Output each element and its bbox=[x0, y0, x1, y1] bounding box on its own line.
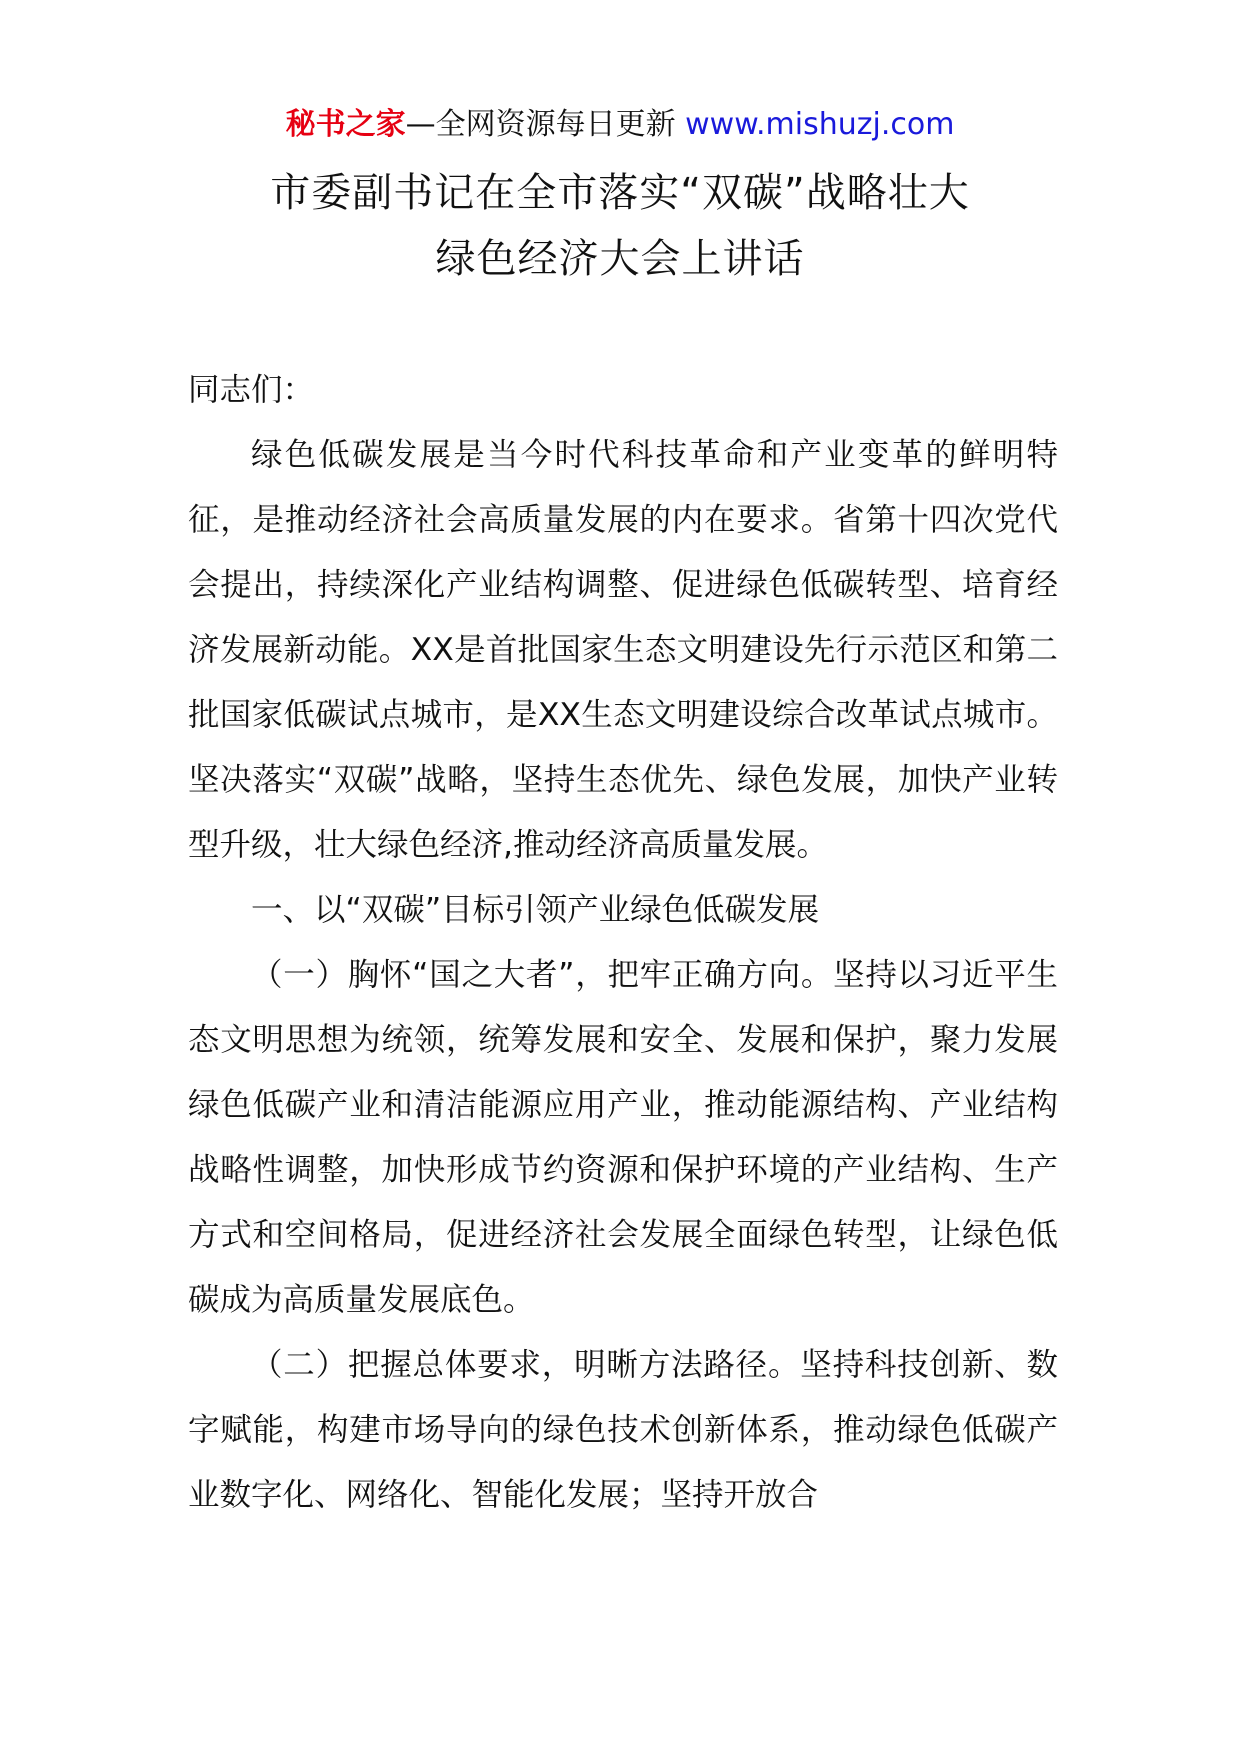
document-title bbox=[100, 160, 1140, 292]
site-brand: 秘书之家 bbox=[285, 107, 406, 142]
document-title-line-1: 市委副书记在全市落实“双碳”战略壮大 bbox=[270, 170, 970, 216]
section-heading-1: 一、以“双碳”目标引领产业绿色低碳发展 bbox=[251, 892, 820, 928]
paragraph-subsection-2: （二）把握总体要求，明晰方法路径。坚持科技创新、数字赋能，构建市场导向的绿色技术创新体系，推动绿色低碳产业数字化、网络化、智能化发展；坚持开放合 bbox=[188, 1347, 1058, 1513]
site-header bbox=[0, 100, 1240, 150]
salutation: 同志们： bbox=[188, 372, 315, 408]
document-body bbox=[188, 358, 1058, 1528]
document-title-line-2: 绿色经济大会上讲话 bbox=[435, 236, 805, 282]
paragraph-intro: 绿色低碳发展是当今时代科技革命和产业变革的鲜明特征，是推动经济社会高质量发展的内在要求。省第十四次党代会提出，持续深化产业结构调整、促进绿色低碳转型、培育经济发展新动能。XX是首批国家生态文明建设先行示范区和第二批国家低碳试点城市，是XX生态文明建设综合改革试点城市。坚决落实“双碳”战略，坚持生态优先、绿色发展，加快产业转型升级，壮大绿色经济,推动经济高质量发展。 bbox=[188, 437, 1058, 863]
paragraph-subsection-1: （一）胸怀“国之大者”，把牢正确方向。坚持以习近平生态文明思想为统领，统筹发展和安全、发展和保护，聚力发展绿色低碳产业和清洁能源应用产业，推动能源结构、产业结构战略性调整，加快形成节约资源和保护环境的产业结构、生产方式和空间格局，促进经济社会发展全面绿色转型，让绿色低碳成为高质量发展底色。 bbox=[188, 957, 1058, 1318]
site-slogan: —全网资源每日更新 bbox=[405, 107, 686, 142]
site-url-link[interactable]: www.mishuzj.com bbox=[685, 107, 955, 142]
